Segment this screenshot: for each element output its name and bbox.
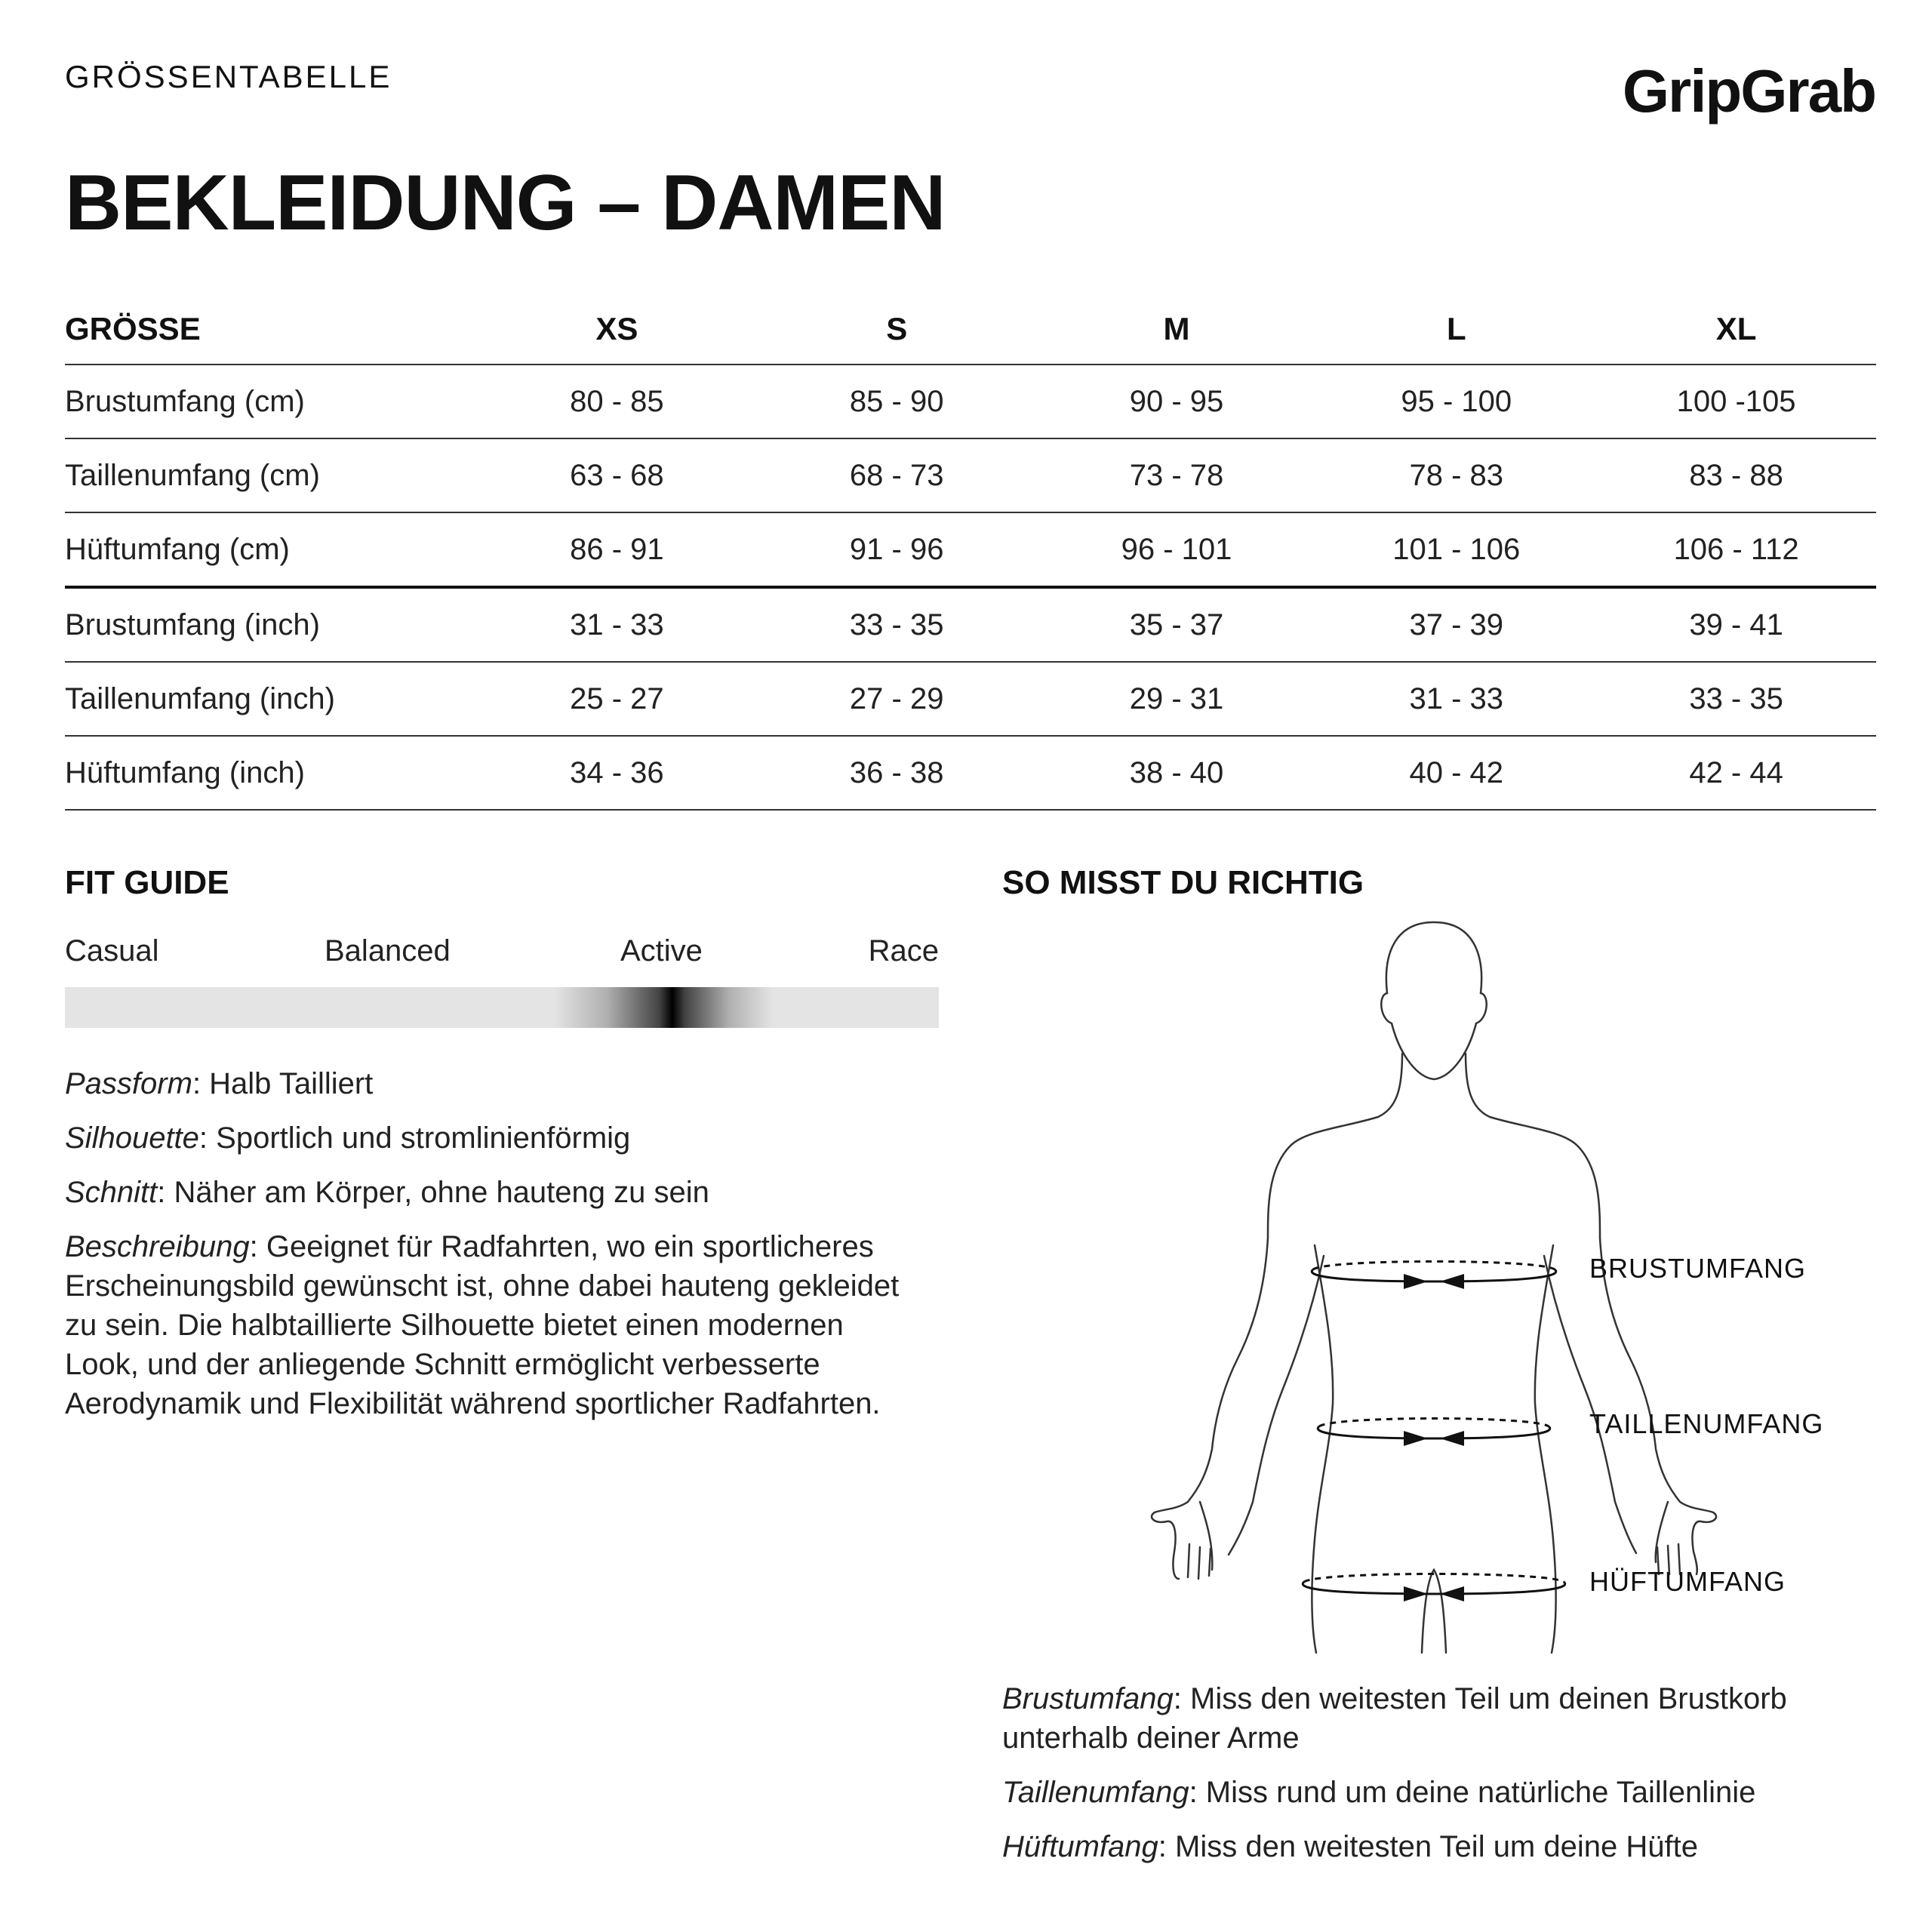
size-header-m: M bbox=[1037, 294, 1317, 365]
table-cell: 40 - 42 bbox=[1316, 736, 1596, 810]
size-table bbox=[65, 294, 1876, 811]
row-label: Hüftumfang (cm) bbox=[65, 512, 477, 587]
waist-ellipse-front bbox=[1318, 1426, 1550, 1438]
table-cell: 42 - 44 bbox=[1596, 736, 1876, 810]
fit-term: Silhouette bbox=[65, 1121, 199, 1155]
fit-text: : Halb Tailliert bbox=[192, 1067, 374, 1100]
fit-text: : Sportlich und stromlinienförmig bbox=[198, 1121, 631, 1155]
table-cell: 85 - 90 bbox=[757, 365, 1037, 438]
fit-label-race: Race bbox=[868, 934, 939, 968]
table-row bbox=[65, 662, 1876, 736]
table-cell: 31 - 33 bbox=[1316, 662, 1596, 736]
table-row bbox=[65, 587, 1876, 662]
table-cell: 101 - 106 bbox=[1316, 512, 1596, 587]
table-row bbox=[65, 438, 1876, 512]
figure-head bbox=[1381, 922, 1486, 1079]
table-row bbox=[65, 365, 1876, 438]
measure-term: Taillenumfang bbox=[1002, 1776, 1189, 1809]
size-header-l: L bbox=[1316, 294, 1596, 365]
fit-scale-bar bbox=[65, 987, 939, 1028]
table-cell: 90 - 95 bbox=[1037, 365, 1317, 438]
fit-item-beschreibung bbox=[65, 1227, 925, 1423]
row-label: Hüftumfang (inch) bbox=[65, 736, 477, 810]
measure-description bbox=[1002, 1679, 1878, 1881]
fit-label-active: Active bbox=[620, 934, 703, 968]
table-cell: 36 - 38 bbox=[757, 736, 1037, 810]
hip-label: HÜFTUMFANG bbox=[1589, 1566, 1786, 1597]
table-cell: 35 - 37 bbox=[1037, 587, 1317, 662]
waist-ellipse-back bbox=[1319, 1419, 1549, 1427]
brand-logo: GripGrab bbox=[1622, 57, 1875, 125]
table-cell: 80 - 85 bbox=[477, 365, 757, 438]
fit-item-passform bbox=[65, 1064, 925, 1103]
bust-ellipse-front bbox=[1312, 1269, 1556, 1281]
bust-arrow-left bbox=[1404, 1274, 1428, 1289]
measure-item-waist bbox=[1002, 1773, 1878, 1812]
fit-label-casual: Casual bbox=[65, 934, 159, 968]
table-cell: 96 - 101 bbox=[1037, 512, 1317, 587]
size-header-xs: XS bbox=[477, 294, 757, 365]
row-label: Taillenumfang (inch) bbox=[65, 662, 477, 736]
measure-text: : Miss den weitesten Teil um deinen Brustkorb unterhalb deiner Arme bbox=[1002, 1682, 1787, 1755]
table-cell: 73 - 78 bbox=[1037, 438, 1317, 512]
figure-left-outline bbox=[1152, 1054, 1402, 1579]
fit-term: Passform bbox=[65, 1067, 192, 1100]
table-row bbox=[65, 512, 1876, 587]
fit-scale-labels bbox=[65, 934, 939, 972]
measure-heading: SO MISST DU RICHTIG bbox=[1002, 864, 1364, 901]
table-cell: 33 - 35 bbox=[757, 587, 1037, 662]
fit-term: Beschreibung bbox=[65, 1230, 250, 1263]
hip-arrow-left bbox=[1404, 1586, 1428, 1601]
table-cell: 68 - 73 bbox=[757, 438, 1037, 512]
figure-legs bbox=[1422, 1570, 1446, 1653]
table-cell: 95 - 100 bbox=[1316, 365, 1596, 438]
fit-text: : Geeignet für Radfahrten, wo ein sportlicheres Erscheinungsbild gewünscht ist, ohne dabei hauteng gekleidet zu sein. Die halbtaillierte Silhouette bietet einen modernen Look, und der anliegende Schnitt ermöglicht verbesserte Aerodynamik und Flexibilität während sportlicher Radfahrten. bbox=[65, 1230, 900, 1420]
table-cell: 91 - 96 bbox=[757, 512, 1037, 587]
hip-ellipse-front bbox=[1303, 1582, 1564, 1594]
body-outline-illustration bbox=[1132, 913, 1826, 1660]
figure-right-outline bbox=[1466, 1054, 1716, 1574]
measure-item-hip bbox=[1002, 1827, 1878, 1866]
row-label: Brustumfang (cm) bbox=[65, 365, 477, 438]
fit-term: Schnitt bbox=[65, 1176, 158, 1209]
bust-label: BRUSTUMFANG bbox=[1589, 1253, 1807, 1284]
table-cell: 78 - 83 bbox=[1316, 438, 1596, 512]
figure-right-arm-inner bbox=[1544, 1256, 1636, 1553]
waist-arrow-right bbox=[1440, 1431, 1464, 1446]
hip-arrow-right bbox=[1440, 1586, 1464, 1601]
bust-ellipse-back bbox=[1313, 1262, 1555, 1270]
fit-item-schnitt bbox=[65, 1173, 925, 1212]
table-cell: 27 - 29 bbox=[757, 662, 1037, 736]
fit-guide-heading: FIT GUIDE bbox=[65, 864, 229, 901]
measure-term: Hüftumfang bbox=[1002, 1830, 1158, 1863]
measure-text: : Miss rund um deine natürliche Taillenlinie bbox=[1189, 1776, 1756, 1809]
table-cell: 106 - 112 bbox=[1596, 512, 1876, 587]
fit-item-silhouette bbox=[65, 1118, 925, 1158]
size-header-label: GRÖSSE bbox=[65, 294, 477, 365]
table-cell: 25 - 27 bbox=[477, 662, 757, 736]
table-cell: 39 - 41 bbox=[1596, 587, 1876, 662]
size-table-header-row bbox=[65, 294, 1876, 365]
page-title: BEKLEIDUNG – DAMEN bbox=[65, 159, 946, 247]
hip-ellipse-back bbox=[1304, 1574, 1564, 1583]
waist-arrow-left bbox=[1404, 1431, 1428, 1446]
figure-left-arm-inner bbox=[1229, 1256, 1324, 1555]
measure-text: : Miss den weitesten Teil um deine Hüfte bbox=[1158, 1830, 1698, 1863]
size-header-s: S bbox=[757, 294, 1037, 365]
table-cell: 38 - 40 bbox=[1037, 736, 1317, 810]
measure-term: Brustumfang bbox=[1002, 1682, 1174, 1715]
table-cell: 29 - 31 bbox=[1037, 662, 1317, 736]
bust-arrow-right bbox=[1440, 1274, 1464, 1289]
fit-text: : Näher am Körper, ohne hauteng zu sein bbox=[157, 1176, 709, 1209]
eyebrow-label: GRÖSSENTABELLE bbox=[65, 59, 392, 94]
fit-label-balanced: Balanced bbox=[325, 934, 451, 968]
table-cell: 34 - 36 bbox=[477, 736, 757, 810]
table-cell: 63 - 68 bbox=[477, 438, 757, 512]
table-cell: 37 - 39 bbox=[1316, 587, 1596, 662]
row-label: Taillenumfang (cm) bbox=[65, 438, 477, 512]
fit-description bbox=[65, 1064, 925, 1438]
waist-label: TAILLENUMFANG bbox=[1589, 1408, 1824, 1439]
size-header-xl: XL bbox=[1596, 294, 1876, 365]
table-cell: 100 -105 bbox=[1596, 365, 1876, 438]
table-cell: 33 - 35 bbox=[1596, 662, 1876, 736]
table-cell: 86 - 91 bbox=[477, 512, 757, 587]
table-row bbox=[65, 736, 1876, 810]
table-cell: 83 - 88 bbox=[1596, 438, 1876, 512]
table-cell: 31 - 33 bbox=[477, 587, 757, 662]
row-label: Brustumfang (inch) bbox=[65, 587, 477, 662]
measure-item-bust bbox=[1002, 1679, 1878, 1758]
